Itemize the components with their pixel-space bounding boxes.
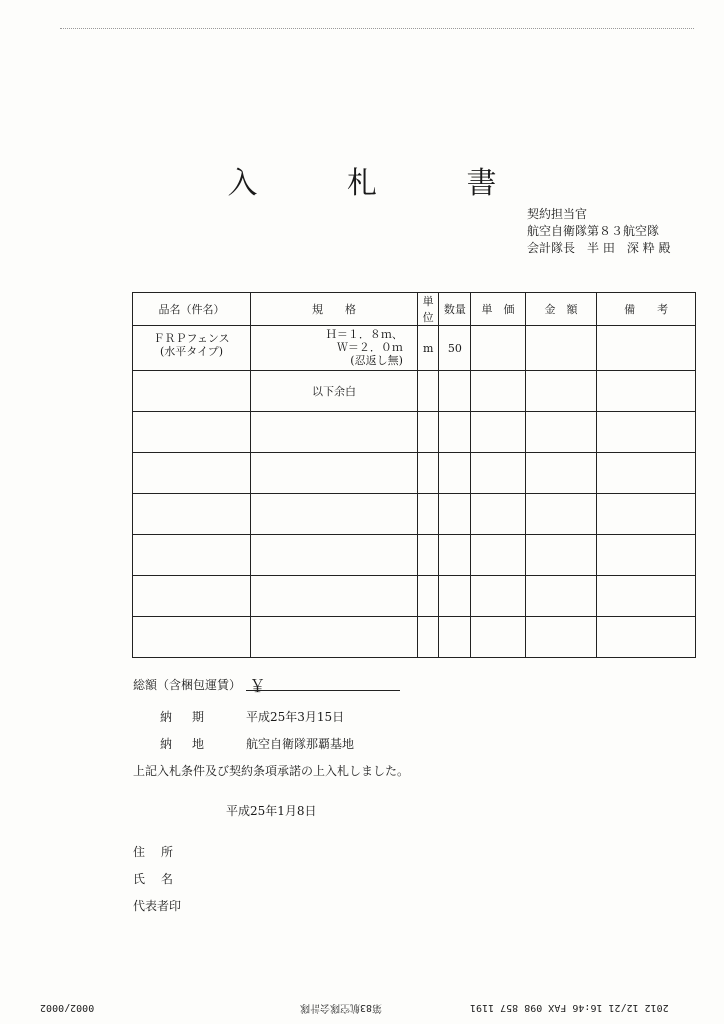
addressee-block (527, 206, 670, 257)
item-spec-cell (251, 326, 418, 371)
item-name-line-1: ＦＲＰフェンス (153, 332, 230, 345)
header-unit-price: 単 価 (471, 293, 525, 326)
item-spec-line-3: (忍返し無) (350, 354, 403, 367)
header-item-name: 品名（件名） (133, 293, 251, 326)
item-quantity-cell: 50 (439, 326, 471, 371)
fax-sender-text: 第83航空隊会計隊 (300, 1002, 383, 1013)
item-unit-cell: m (417, 326, 439, 371)
header-unit: 単位 (417, 293, 439, 326)
fax-top-line (60, 28, 694, 29)
header-quantity: 数量 (439, 293, 471, 326)
total-label: 総額（含梱包運賃） (133, 678, 242, 692)
delivery-place-label: 納地 (160, 737, 225, 751)
table-header-row (133, 293, 696, 326)
addressee-line-2: 航空自衛隊第８３航空隊 (527, 224, 660, 238)
header-remarks: 備 考 (597, 293, 696, 326)
delivery-place-field (160, 735, 354, 752)
table-row (133, 326, 696, 371)
fax-header-text: 2012 12/21 16:46 FAX 098 857 1191 (470, 1002, 669, 1013)
blank-remainder-note: 以下余白 (251, 371, 418, 412)
header-spec: 規 格 (251, 293, 418, 326)
bid-statement: 上記入札条件及び契約条項承諾の上入札しました。 (133, 764, 410, 778)
item-spec-line-2: Ｗ＝２．０ｍ (336, 341, 403, 354)
delivery-date-label: 納期 (160, 710, 225, 724)
item-spec-line-1: Ｈ＝１．８ｍ、 (325, 328, 403, 341)
representative-seal-label: 代表者印 (133, 899, 182, 913)
table-row (133, 371, 696, 412)
address-label: 住所 (133, 845, 190, 859)
delivery-place-value: 航空自衛隊那覇基地 (246, 737, 355, 751)
bid-date: 平成25年1月8日 (226, 804, 317, 818)
table-row (133, 535, 696, 576)
document-title: 入 札 書 (227, 166, 537, 201)
table-row (133, 576, 696, 617)
item-unit-price-cell (471, 326, 525, 371)
table-row (133, 617, 696, 658)
table-row (133, 412, 696, 453)
name-label: 氏名 (133, 872, 190, 886)
item-name-line-2: (水平タイプ) (160, 345, 224, 358)
bid-items-table (132, 292, 696, 658)
fax-page-number: 0002/0002 (40, 1002, 95, 1013)
addressee-line-1: 契約担当官 (527, 207, 588, 221)
total-yen-sign: ￥ (249, 677, 266, 697)
table-row (133, 453, 696, 494)
header-amount: 金 額 (525, 293, 597, 326)
delivery-date-field (160, 708, 344, 725)
addressee-line-3: 会計隊長 半 田 深 粋 殿 (527, 241, 671, 255)
item-name-cell (133, 326, 251, 371)
delivery-date-value: 平成25年3月15日 (246, 710, 345, 724)
item-amount-cell (525, 326, 597, 371)
table-row (133, 494, 696, 535)
total-underline (246, 690, 400, 691)
item-remarks-cell (597, 326, 696, 371)
